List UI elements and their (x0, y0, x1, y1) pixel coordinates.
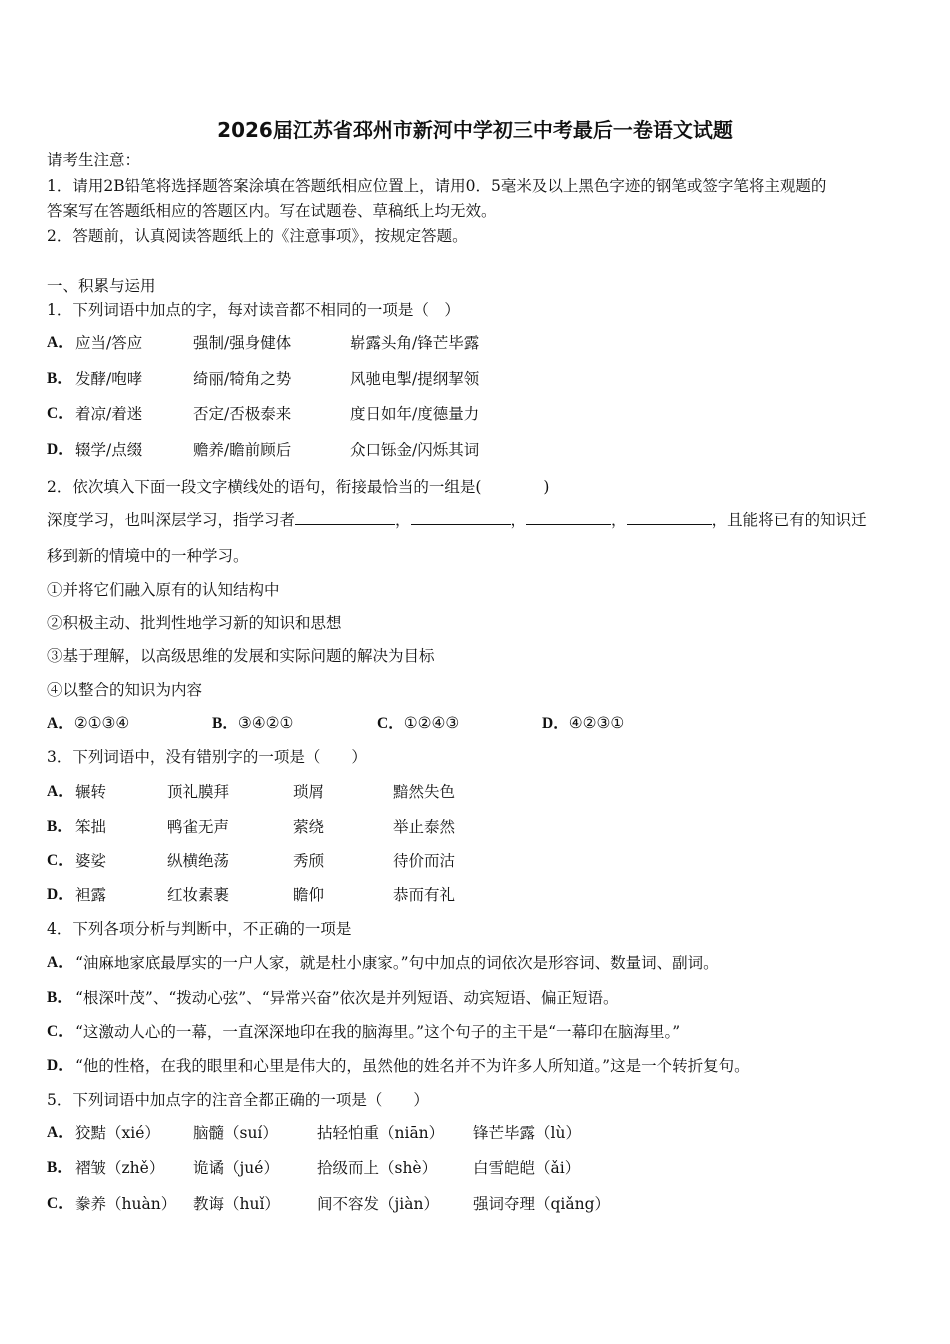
option-item: 风驰电掣/提纲挈领 (350, 370, 480, 388)
option-item: 待价而沽 (393, 852, 456, 870)
option-label: A． (47, 1124, 74, 1141)
option-label: A． (47, 954, 74, 971)
option-item: 恭而有礼 (393, 886, 456, 904)
option-item: 拾级而上（shè） (317, 1159, 438, 1177)
question-2-passage-cont: 移到新的情境中的一种学习。 (47, 547, 249, 565)
option-item: 应当/答应 (75, 334, 143, 352)
option-item: 鸭雀无声 (167, 818, 230, 836)
option-item: 秀颀 (293, 852, 325, 870)
option-item: 诡谲（jué） (193, 1159, 279, 1177)
answer-option-a (47, 713, 129, 734)
option-text: “油麻地家底最厚实的一户人家，就是杜小康家。”句中加点的词依次是形容词、数量词、副词。 (75, 954, 719, 972)
option-item: 教诲（huǐ） (193, 1195, 280, 1213)
option-item: 豢养（huàn） (75, 1195, 177, 1213)
option-label: C． (47, 852, 74, 869)
option-item: 褶皱（zhě） (75, 1159, 165, 1177)
option-label: B． (47, 989, 73, 1006)
question-2-stem: 2．依次填入下面一段文字横线处的语句，衔接最恰当的一组是( ) (47, 478, 550, 496)
page-title: 2026届江苏省邳州市新河中学初三中考最后一卷语文试题 (217, 118, 733, 142)
option-item: 瞻仰 (293, 886, 325, 904)
sentence-item: ②积极主动、批判性地学习新的知识和思想 (47, 614, 342, 632)
option-text: “根深叶茂”、“拨动心弦”、“异常兴奋”依次是并列短语、动宾短语、偏正短语。 (75, 989, 619, 1007)
option-item: 强制/强身健体 (193, 334, 292, 352)
option-item: 顶礼膜拜 (167, 783, 230, 801)
option-item: 辗转 (75, 783, 107, 801)
notice-line: 2．答题前，认真阅读答题纸上的《注意事项》，按规定答题。 (47, 227, 468, 245)
blank-2 (411, 510, 511, 525)
answer-option-c (377, 713, 459, 734)
option-label: A． (47, 334, 74, 351)
option-item: 绮丽/犄角之势 (193, 370, 292, 388)
option-label: C． (47, 1023, 74, 1040)
option-label: C． (47, 405, 74, 422)
option-item: 度日如年/度德量力 (350, 405, 480, 423)
option-label: D． (47, 441, 74, 458)
option-item: 举止泰然 (393, 818, 456, 836)
option-text: “他的性格，在我的眼里和心里是伟大的，虽然他的姓名并不为许多人所知道。”这是一个转折复句。 (75, 1057, 750, 1075)
option-item: 发酵/咆哮 (75, 370, 143, 388)
sentence-item: ①并将它们融入原有的认知结构中 (47, 581, 280, 599)
option-label: B． (212, 715, 238, 732)
question-2-passage (47, 510, 867, 530)
option-item: 萦绕 (293, 818, 325, 836)
option-label: A． (47, 715, 74, 732)
answer-option-d (542, 713, 624, 734)
option-item: 白雪皑皑（ǎi） (473, 1159, 581, 1177)
comma: ， (611, 511, 627, 529)
option-label: D． (542, 715, 569, 732)
passage-text: 深度学习，也叫深层学习，指学习者 (47, 511, 296, 529)
blank-4 (627, 510, 712, 525)
question-4-stem: 4．下列各项分析与判断中，不正确的一项是 (47, 920, 352, 938)
option-item: 崭露头角/锋芒毕露 (350, 334, 480, 352)
option-label: B． (47, 370, 73, 387)
option-item: 袒露 (75, 886, 107, 904)
option-item: 笨拙 (75, 818, 107, 836)
option-item: 强词夺理（qiǎng） (473, 1195, 611, 1213)
option-label: A． (47, 783, 74, 800)
option-item: 纵横绝荡 (167, 852, 230, 870)
option-item: 红妆素裹 (167, 886, 230, 904)
option-item: 脑髓（suí） (193, 1124, 278, 1142)
passage-text: ，且能将已有的知识迁 (711, 511, 867, 529)
sentence-item: ④以整合的知识为内容 (47, 681, 203, 699)
question-5-stem: 5．下列词语中加点字的注音全都正确的一项是（ ） (47, 1091, 429, 1109)
option-item: 婆娑 (75, 852, 107, 870)
option-item: 琐屑 (293, 783, 325, 801)
notice-heading: 请考生注意： (47, 151, 141, 169)
option-item: 间不容发（jiàn） (317, 1195, 439, 1213)
notice-line: 1．请用2B铅笔将选择题答案涂填在答题纸相应位置上，请用0．5毫米及以上黑色字迹的钢笔或签字笔将主观题的 (47, 177, 827, 195)
option-text: ③④②① (237, 714, 294, 732)
answer-option-b (212, 713, 293, 734)
option-item: 狡黠（xié） (75, 1124, 160, 1142)
option-item: 辍学/点缀 (75, 441, 143, 459)
option-text: ②①③④ (73, 714, 130, 732)
section-heading: 一、积累与运用 (47, 277, 156, 295)
blank-1 (295, 510, 395, 525)
option-item: 锋芒毕露（lù） (473, 1124, 581, 1142)
comma: ， (510, 511, 527, 529)
option-item: 拈轻怕重（niān） (317, 1124, 445, 1142)
question-1-stem: 1．下列词语中加点的字，每对读音都不相同的一项是（ ） (47, 301, 460, 319)
option-item: 众口铄金/闪烁其词 (350, 441, 480, 459)
option-label: C． (47, 1195, 74, 1212)
comma: ， (395, 511, 411, 529)
question-3-stem: 3．下列词语中，没有错别字的一项是（ ） (47, 748, 367, 766)
option-label: D． (47, 886, 74, 903)
option-label: B． (47, 1159, 73, 1176)
blank-3 (526, 510, 611, 525)
sentence-item: ③基于理解，以高级思维的发展和实际问题的解决为目标 (47, 647, 435, 665)
option-text: ④②③① (568, 714, 625, 732)
option-item: 着凉/着迷 (75, 405, 143, 423)
option-label: D． (47, 1057, 74, 1074)
option-text: “这激动人心的一幕，一直深深地印在我的脑海里。”这个句子的主干是“一幕印在脑海里。” (75, 1023, 681, 1041)
option-item: 黯然失色 (393, 783, 456, 801)
option-item: 赡养/瞻前顾后 (193, 441, 292, 459)
option-label: B． (47, 818, 73, 835)
option-item: 否定/否极泰来 (193, 405, 292, 423)
option-text: ①②④③ (403, 714, 460, 732)
notice-line: 答案写在答题纸相应的答题区内。写在试题卷、草稿纸上均无效。 (47, 202, 497, 220)
option-label: C． (377, 715, 404, 732)
